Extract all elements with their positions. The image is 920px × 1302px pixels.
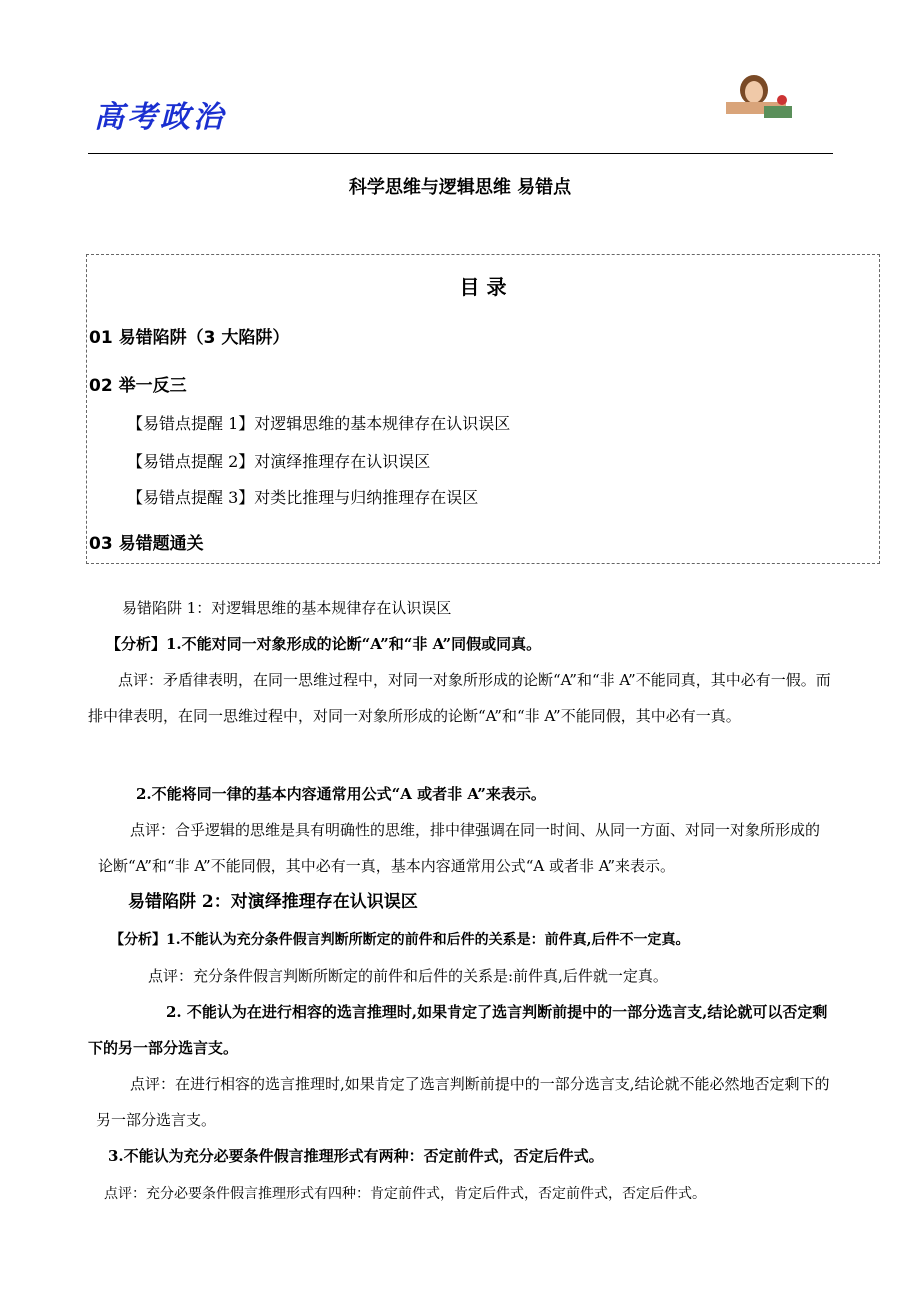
toc-item: 【易错点提醒 2】对演绎推理存在认识误区: [127, 452, 431, 471]
trap-heading: 易错陷阱 2：对演绎推理存在认识误区: [128, 892, 418, 912]
comment: 点评：充分必要条件假言推理形式有四种：肯定前件式，肯定后件式，否定前件式，否定后件式。: [104, 1186, 706, 1202]
analysis: 【分析】1.不能认为充分条件假言判断所断定的前件和后件的关系是：前件真,后件不一定真。: [110, 932, 690, 948]
trap-heading: 易错陷阱 1：对逻辑思维的基本规律存在认识误区: [122, 599, 452, 617]
toc-heading: 目 录: [459, 275, 507, 299]
student-photo: [716, 72, 796, 120]
toc-item: 【易错点提醒 1】对逻辑思维的基本规律存在认识误区: [127, 414, 511, 433]
analysis: 【分析】1.不能对同一对象形成的论断“A”和“非 A”同假或同真。: [106, 635, 542, 653]
toc-section: 02 举一反三: [89, 376, 187, 396]
comment: 点评：合乎逻辑的思维是具有明确性的思维，排中律强调在同一时间、从同一方面、对同一对象所形成的论断“A”和“非 A”不能同假，其中必有一真，基本内容通常用公式“A 或者非 A”来表示。: [98, 821, 821, 875]
analysis: 2.不能将同一律的基本内容通常用公式“A 或者非 A”来表示。: [136, 785, 546, 803]
comment: 点评：充分条件假言判断所断定的前件和后件的关系是:前件真,后件就一定真。: [148, 967, 668, 985]
comment: 点评：矛盾律表明，在同一思维过程中，对同一对象所形成的论断“A”和“非 A”不能同真，其中必有一假。而排中律表明，在同一思维过程中，对同一对象所形成的论断“A”和“非 A”不能同假，其中必有一真。: [88, 671, 831, 725]
analysis: 3.不能认为充分必要条件假言推理形式有两种：否定前件式，否定后件式。: [108, 1147, 604, 1165]
toc-section: 01 易错陷阱（3 大陷阱）: [89, 328, 290, 348]
toc-section: 03 易错题通关: [89, 534, 204, 554]
header-divider: [88, 153, 833, 154]
comment: 点评：在进行相容的选言推理时,如果肯定了选言判断前提中的一部分选言支,结论就不能必然地否定剩下的另一部分选言支。: [96, 1075, 830, 1129]
page-title: 科学思维与逻辑思维 易错点: [348, 177, 572, 198]
table-of-contents: [86, 254, 880, 564]
brand-logo: 高考政治: [94, 100, 226, 135]
toc-item: 【易错点提醒 3】对类比推理与归纳推理存在误区: [127, 488, 479, 507]
analysis: 2. 不能认为在进行相容的选言推理时,如果肯定了选言判断前提中的一部分选言支,结论就可以否定剩下的另一部分选言支。: [88, 1003, 828, 1057]
